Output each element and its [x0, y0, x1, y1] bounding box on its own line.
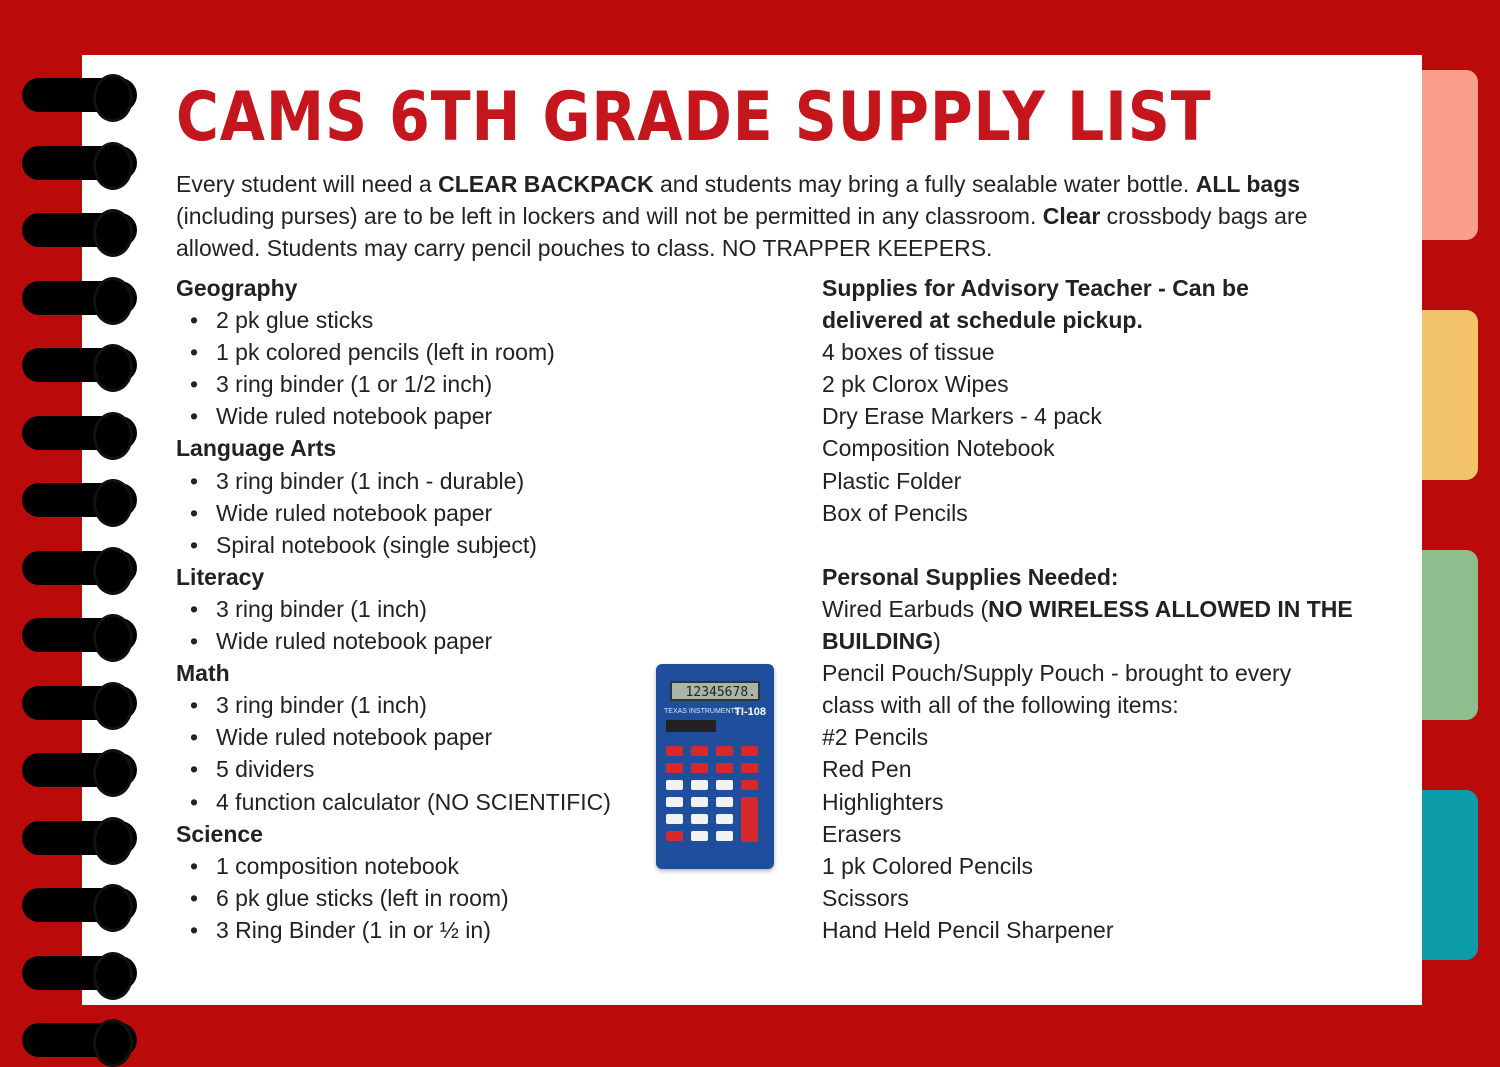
- list-item: 1 pk Colored Pencils: [822, 852, 1033, 879]
- list-item: Plastic Folder: [822, 467, 962, 494]
- spacer: [822, 529, 1382, 561]
- list-item: • Wide ruled notebook paper: [176, 721, 646, 753]
- calculator-key: [666, 831, 683, 841]
- calculator-model: TI-108: [734, 706, 766, 718]
- earbuds-warning: BUILDING: [822, 628, 934, 655]
- advisory-personal-column: [822, 272, 1382, 946]
- list-item: • Wide ruled notebook paper: [176, 625, 646, 657]
- calculator-key: [716, 746, 733, 756]
- personal-heading: Personal Supplies Needed:: [822, 563, 1119, 590]
- calculator-key: [691, 797, 708, 807]
- calculator-solar-panel: [666, 720, 716, 732]
- calculator-display: 12345678.: [670, 681, 760, 701]
- list-item: #2 Pencils: [822, 724, 929, 751]
- subject-list: [176, 304, 646, 432]
- intro-paragraph: [176, 168, 1366, 264]
- list-item: Highlighters: [822, 788, 944, 815]
- list-item: • 3 ring binder (1 or 1/2 inch): [176, 368, 646, 400]
- pouch-line: Pencil Pouch/Supply Pouch - brought to every: [822, 660, 1292, 687]
- subject-heading: Math: [176, 660, 230, 687]
- calculator-key: [716, 831, 733, 841]
- earbuds-item-cont: [822, 625, 1382, 657]
- subject-list: [176, 689, 646, 817]
- calculator-key: [691, 814, 708, 824]
- earbuds-warning: NO WIRELESS ALLOWED IN THE: [988, 595, 1353, 622]
- spiral-coil: [22, 551, 137, 585]
- earbuds-text: ): [933, 628, 941, 655]
- calculator-key: [666, 746, 683, 756]
- subject-heading: Language Arts: [176, 435, 337, 462]
- intro-text: crossbody bags are allowed. Students may carry pencil pouches to class. NO TRAPPER KEEPERS.: [176, 203, 1308, 261]
- advisory-heading-line: Supplies for Advisory Teacher - Can be: [822, 275, 1249, 301]
- intro-bold: ALL bags: [1195, 171, 1301, 197]
- subject-list: [176, 593, 646, 657]
- list-item: • 5 dividers: [176, 753, 646, 785]
- page-title: CAMS 6TH GRADE SUPPLY LIST: [176, 78, 1212, 157]
- list-item: Red Pen: [822, 756, 912, 783]
- list-item: • 2 pk glue sticks: [176, 304, 646, 336]
- calculator-key: [666, 797, 683, 807]
- spiral-coil: [22, 416, 137, 450]
- list-item: • 3 ring binder (1 inch - durable): [176, 465, 646, 497]
- spiral-coil: [22, 348, 137, 382]
- subject-heading: Literacy: [176, 563, 265, 590]
- spiral-coil: [22, 956, 137, 990]
- spiral-coil: [22, 213, 137, 247]
- advisory-list: [822, 336, 1382, 529]
- list-item: • Wide ruled notebook paper: [176, 497, 646, 529]
- subject-heading: Science: [176, 820, 263, 847]
- calculator-key: [691, 780, 708, 790]
- calculator-key: [741, 763, 758, 773]
- spiral-coil: [22, 483, 137, 517]
- list-item: • 3 ring binder (1 inch): [176, 689, 646, 721]
- spiral-coil: [22, 821, 137, 855]
- subject-list: [176, 850, 646, 946]
- intro-text: Every student will need a: [176, 171, 439, 197]
- calculator-key: [716, 763, 733, 773]
- advisory-heading: [822, 272, 1382, 336]
- intro-bold: CLEAR BACKPACK: [438, 171, 654, 197]
- calculator-key: [741, 746, 758, 756]
- subject-supplies-column: [176, 272, 646, 946]
- intro-text: (including purses) are to be left in lockers and will not be permitted in any classroom.: [176, 203, 1043, 229]
- subject-heading: Geography: [176, 275, 298, 301]
- list-item: 4 boxes of tissue: [822, 339, 995, 366]
- list-item: Box of Pencils: [822, 499, 968, 526]
- list-item: • Wide ruled notebook paper: [176, 400, 646, 432]
- list-item: Composition Notebook: [822, 435, 1055, 462]
- personal-list: [822, 721, 1382, 946]
- list-item: • 3 Ring Binder (1 in or ½ in): [176, 914, 646, 946]
- spiral-coil: [22, 281, 137, 315]
- calculator-key: [741, 780, 758, 790]
- calculator-key: [666, 814, 683, 824]
- list-item: • Spiral notebook (single subject): [176, 529, 646, 561]
- spiral-coil: [22, 686, 137, 720]
- intro-bold: Clear: [1042, 203, 1101, 229]
- calculator-key: [666, 780, 683, 790]
- spiral-coil: [22, 888, 137, 922]
- calculator-brand: TEXAS INSTRUMENTS: [664, 708, 740, 715]
- calculator-image: [656, 664, 774, 869]
- spiral-coil: [22, 78, 137, 112]
- calculator-key: [666, 763, 683, 773]
- list-item: • 1 pk colored pencils (left in room): [176, 336, 646, 368]
- spiral-coil: [22, 146, 137, 180]
- list-item: Erasers: [822, 820, 902, 847]
- earbuds-item: [822, 593, 1382, 625]
- intro-text: and students may bring a fully sealable water bottle.: [653, 171, 1196, 197]
- spiral-coil: [22, 1023, 137, 1057]
- list-item: Scissors: [822, 884, 909, 911]
- pouch-line: class with all of the following items:: [822, 692, 1179, 719]
- calculator-key: [716, 814, 733, 824]
- list-item: • 4 function calculator (NO SCIENTIFIC): [176, 786, 646, 818]
- subject-list: [176, 465, 646, 561]
- list-item: • 3 ring binder (1 inch): [176, 593, 646, 625]
- list-item: • 6 pk glue sticks (left in room): [176, 882, 646, 914]
- calculator-key: [691, 831, 708, 841]
- calculator-key: [741, 797, 758, 842]
- spiral-coil: [22, 618, 137, 652]
- spiral-coil: [22, 753, 137, 787]
- calculator-key: [716, 780, 733, 790]
- calculator-key: [716, 797, 733, 807]
- list-item: Hand Held Pencil Sharpener: [822, 916, 1114, 943]
- calculator-key: [691, 763, 708, 773]
- list-item: Dry Erase Markers - 4 pack: [822, 403, 1102, 430]
- list-item: 2 pk Clorox Wipes: [822, 371, 1009, 398]
- list-item: • 1 composition notebook: [176, 850, 646, 882]
- earbuds-text: Wired Earbuds (: [822, 595, 989, 622]
- advisory-heading-line: delivered at schedule pickup.: [822, 307, 1143, 334]
- calculator-key: [691, 746, 708, 756]
